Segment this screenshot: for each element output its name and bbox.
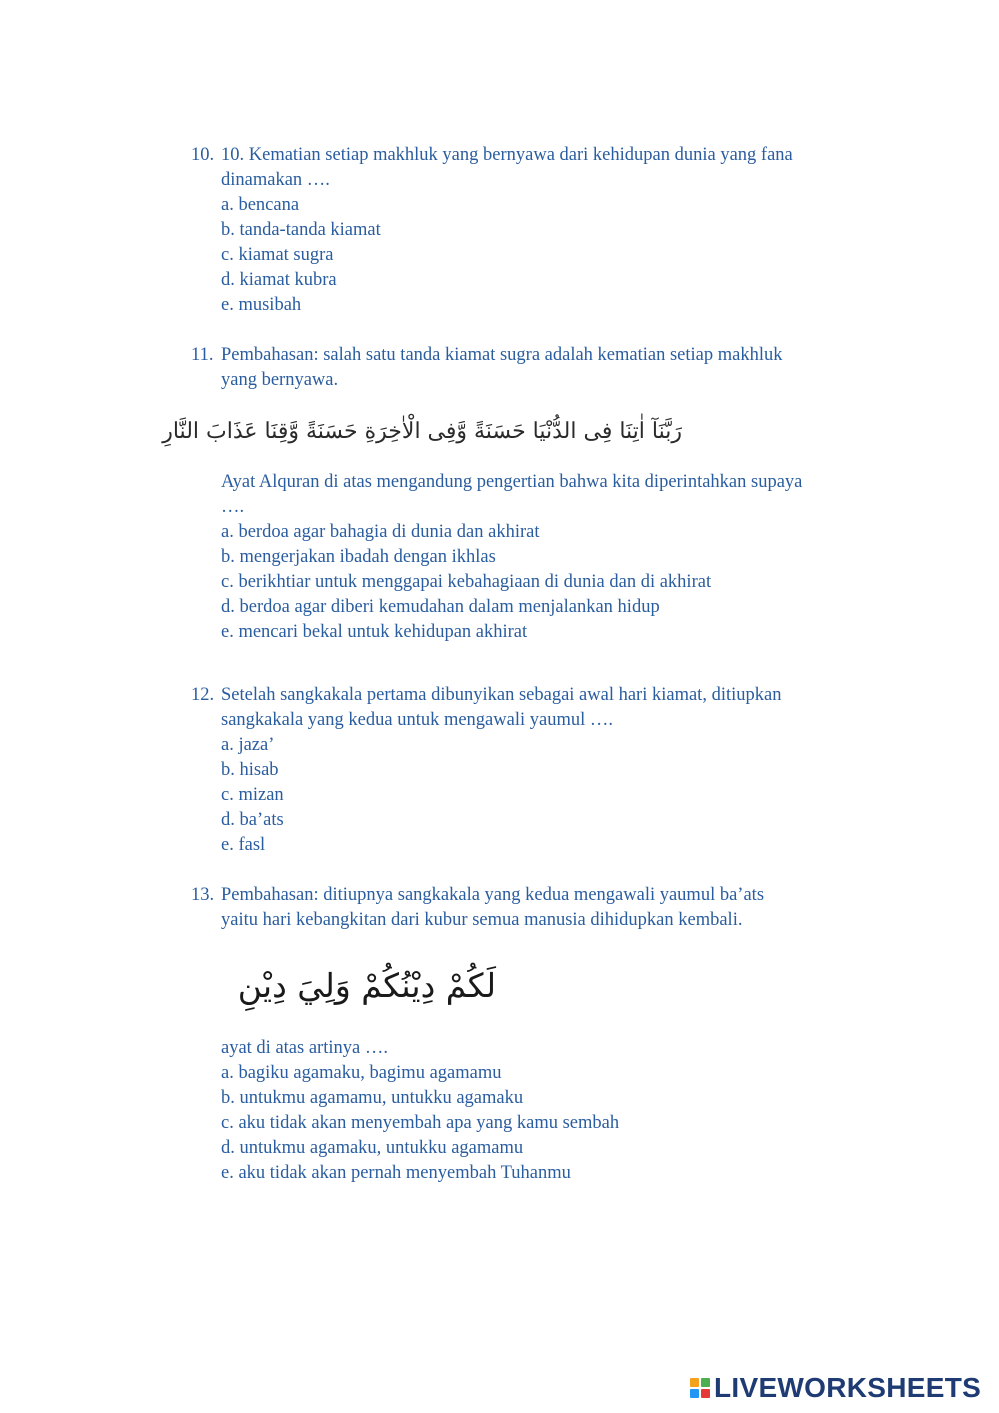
question-text: sangkakala yang kedua untuk mengawali yaumul …. bbox=[221, 710, 613, 730]
logo-square bbox=[701, 1389, 710, 1398]
question-text: Pembahasan: ditiupnya sangkakala yang kedua mengawali yaumul ba’ats bbox=[221, 885, 765, 905]
option-a[interactable]: a. bencana bbox=[221, 195, 300, 215]
question-stem: …. bbox=[221, 497, 245, 517]
option-a[interactable]: a. berdoa agar bahagia di dunia dan akhirat bbox=[221, 522, 540, 542]
arabic-verse-image: لَكُمْ دِيْنُكُمْ وَلِيَ دِيْنِ bbox=[237, 966, 496, 1005]
option-b[interactable]: b. mengerjakan ibadah dengan ikhlas bbox=[221, 547, 496, 567]
logo-square bbox=[690, 1389, 699, 1398]
option-e[interactable]: e. musibah bbox=[221, 295, 302, 315]
option-e[interactable]: e. aku tidak akan pernah menyembah Tuhanmu bbox=[221, 1163, 571, 1183]
question-number: 13. bbox=[191, 885, 215, 905]
question-12 bbox=[191, 683, 871, 858]
logo-square bbox=[701, 1378, 710, 1387]
option-a[interactable]: a. bagiku agamaku, bagimu agamamu bbox=[221, 1063, 502, 1083]
question-text: dinamakan …. bbox=[221, 170, 330, 190]
option-b[interactable]: b. untukmu agamamu, untukku agamaku bbox=[221, 1088, 524, 1108]
option-d[interactable]: d. untukmu agamaku, untukku agamamu bbox=[221, 1138, 524, 1158]
question-11-stem bbox=[191, 470, 871, 645]
question-number: 11. bbox=[191, 345, 214, 365]
option-d[interactable]: d. kiamat kubra bbox=[221, 270, 337, 290]
question-number: 12. bbox=[191, 685, 215, 705]
option-c[interactable]: c. aku tidak akan menyembah apa yang kamu sembah bbox=[221, 1113, 620, 1133]
question-stem: Ayat Alquran di atas mengandung pengertian bahwa kita diperintahkan supaya bbox=[221, 472, 803, 492]
liveworksheets-logo bbox=[690, 1373, 981, 1403]
logo-icon bbox=[690, 1378, 710, 1398]
question-stem: ayat di atas artinya …. bbox=[221, 1038, 388, 1058]
option-b[interactable]: b. tanda-tanda kiamat bbox=[221, 220, 381, 240]
question-text: yang bernyawa. bbox=[221, 370, 339, 390]
option-e[interactable]: e. mencari bekal untuk kehidupan akhirat bbox=[221, 622, 528, 642]
question-10 bbox=[191, 143, 871, 318]
option-d[interactable]: d. berdoa agar diberi kemudahan dalam menjalankan hidup bbox=[221, 597, 660, 617]
option-c[interactable]: c. kiamat sugra bbox=[221, 245, 334, 265]
option-e[interactable]: e. fasl bbox=[221, 835, 266, 855]
question-text: Pembahasan: salah satu tanda kiamat sugra adalah kematian setiap makhluk bbox=[221, 345, 783, 365]
arabic-verse-image: رَبَّنَآ اٰتِنَا فِى الدُّنْيَا حَسَنَةً وَّفِى الْاٰخِرَةِ حَسَنَةً وَّقِنَا عَذَابَ النَّارِ bbox=[162, 419, 682, 444]
option-c[interactable]: c. berikhtiar untuk menggapai kebahagiaan di dunia dan di akhirat bbox=[221, 572, 712, 592]
logo-square bbox=[690, 1378, 699, 1387]
option-b[interactable]: b. hisab bbox=[221, 760, 279, 780]
question-text: yaitu hari kebangkitan dari kubur semua manusia dihidupkan kembali. bbox=[221, 910, 743, 930]
question-13 bbox=[191, 883, 871, 933]
question-13-stem bbox=[191, 1036, 871, 1186]
option-c[interactable]: c. mizan bbox=[221, 785, 284, 805]
question-11 bbox=[191, 343, 871, 393]
option-a[interactable]: a. jaza’ bbox=[221, 735, 275, 755]
question-text: 10. Kematian setiap makhluk yang bernyawa dari kehidupan dunia yang fana bbox=[221, 145, 793, 165]
logo-text: LIVEWORKSHEETS bbox=[714, 1372, 982, 1403]
question-text: Setelah sangkakala pertama dibunyikan sebagai awal hari kiamat, ditiupkan bbox=[221, 685, 782, 705]
option-d[interactable]: d. ba’ats bbox=[221, 810, 284, 830]
question-number: 10. bbox=[191, 145, 215, 165]
